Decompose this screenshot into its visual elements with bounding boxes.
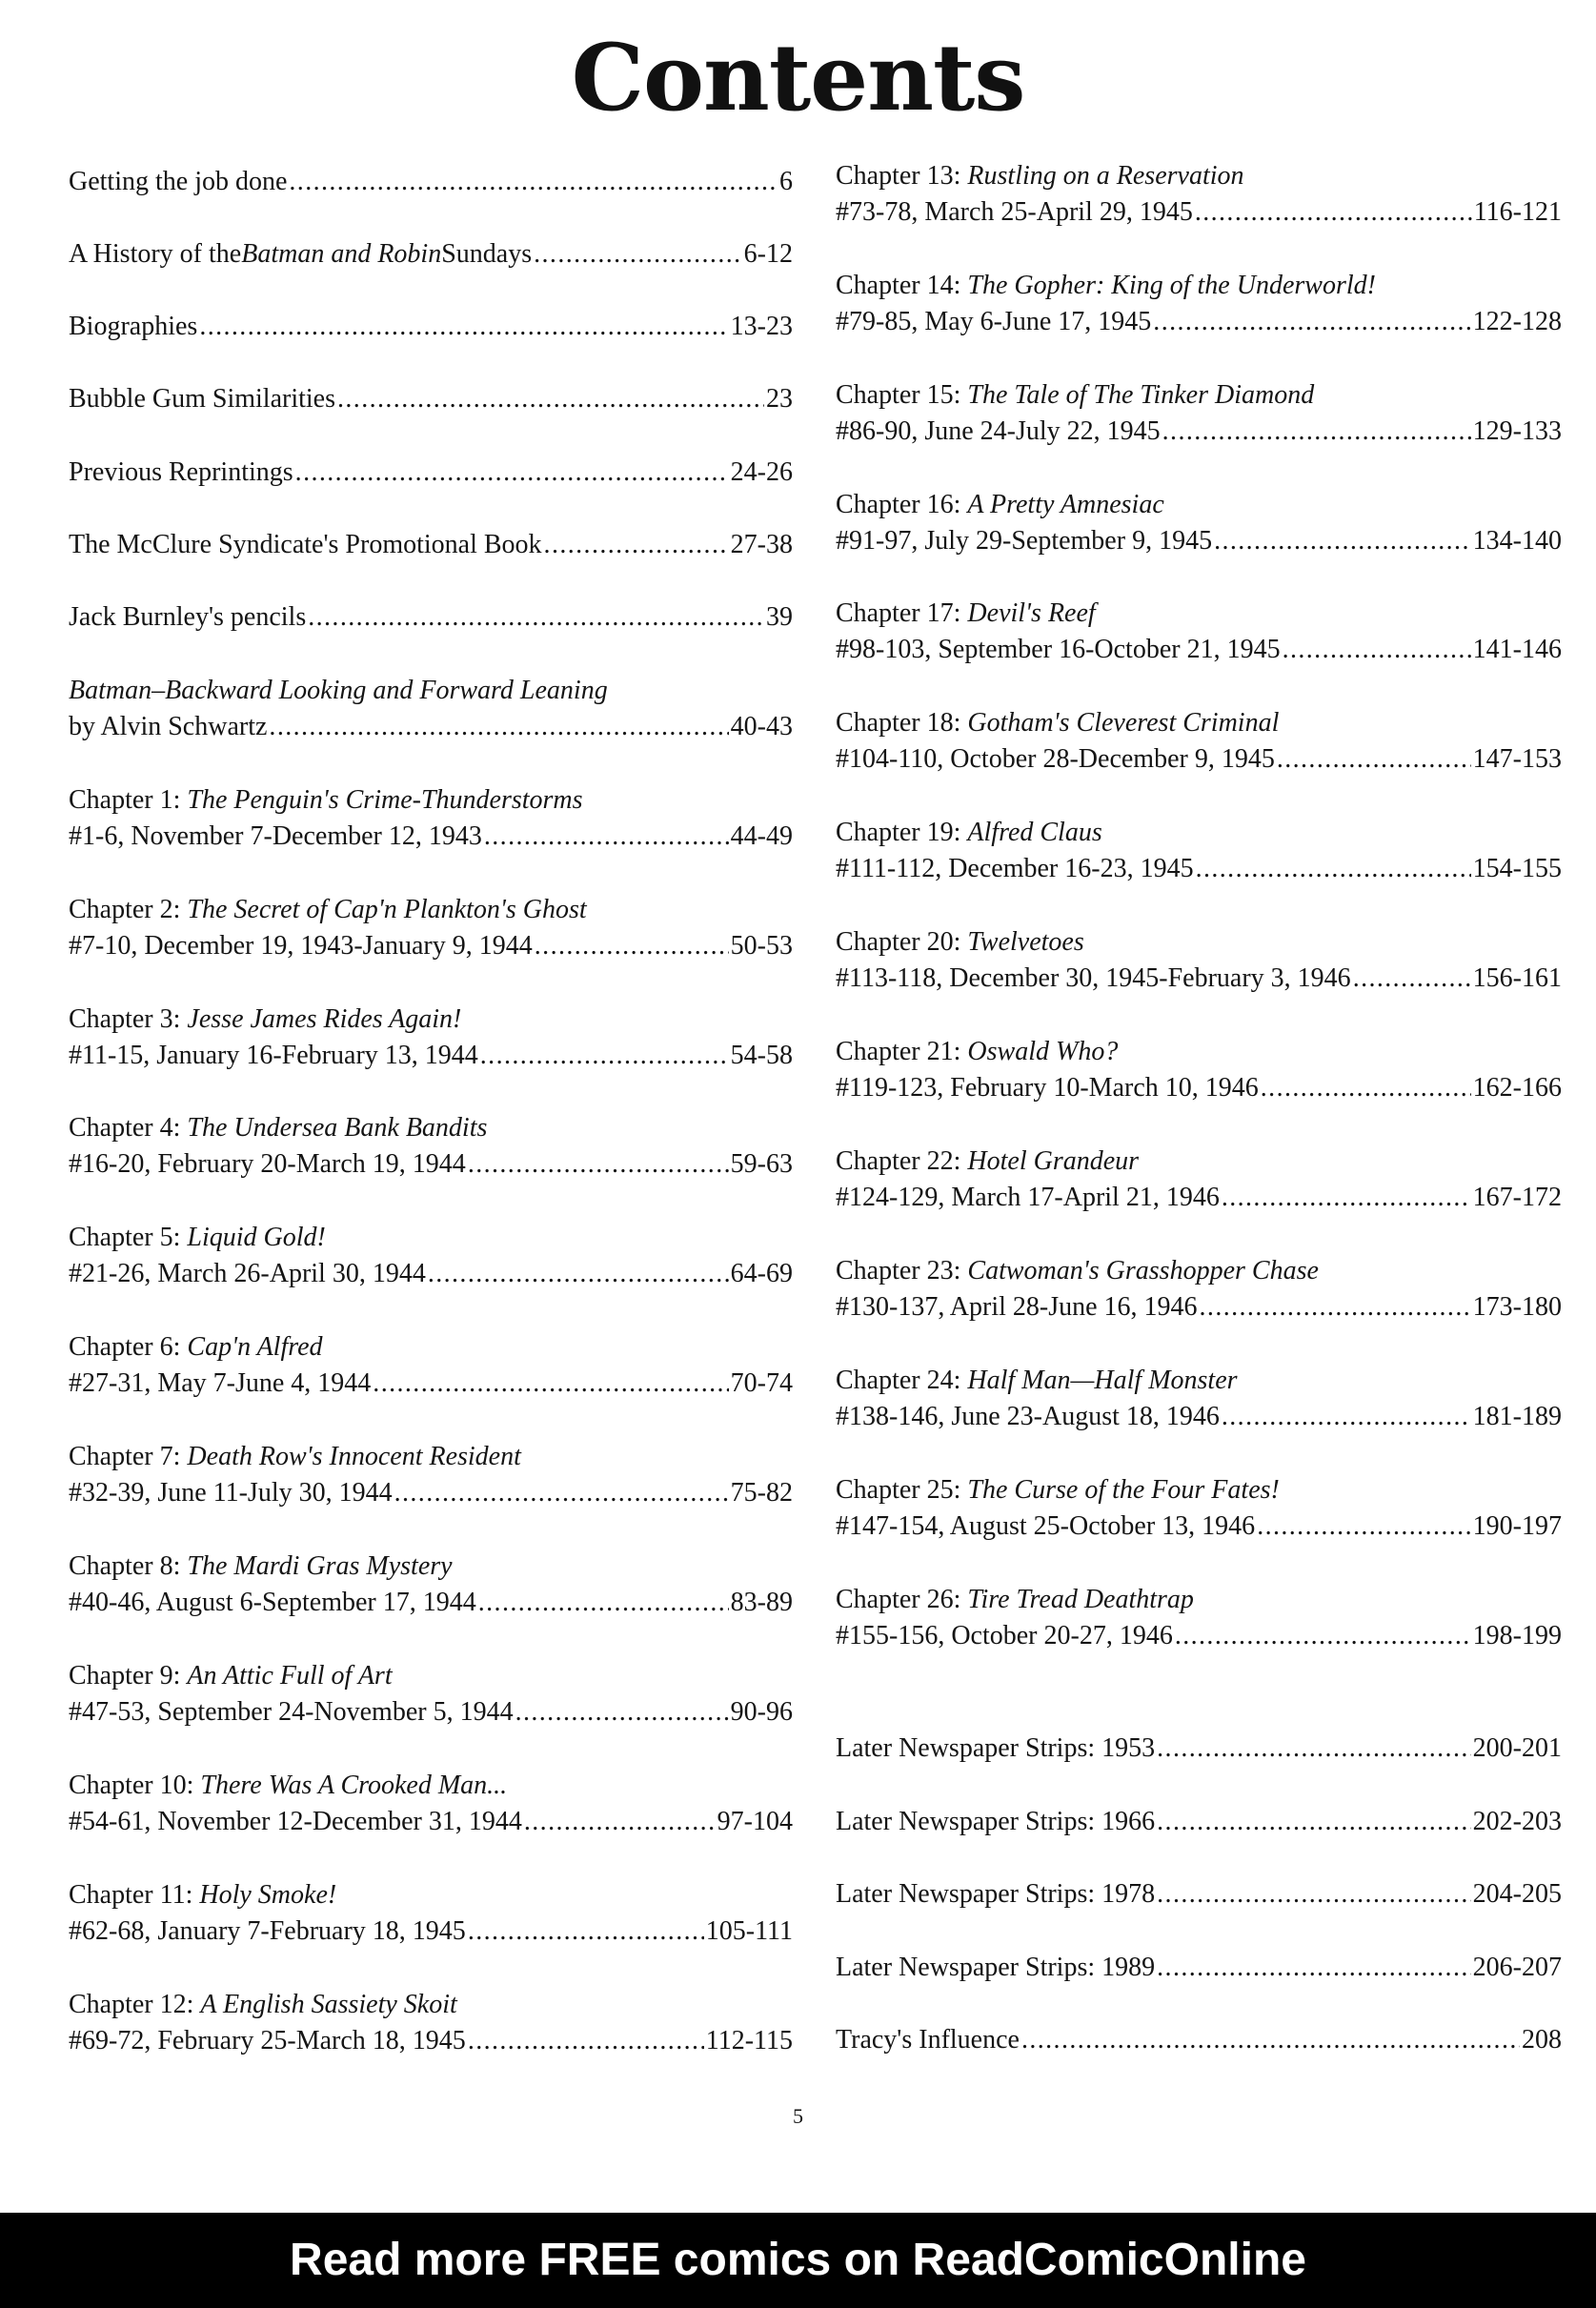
toc-entry-heading <box>69 1768 793 1804</box>
entry-text: #69-72, February 25-March 18, 1945 <box>69 2026 466 2055</box>
toc-entry-heading <box>836 1472 1562 1508</box>
toc-entry-heading <box>836 1144 1562 1180</box>
story-title: Liquid Gold! <box>187 1223 326 1252</box>
toc-entry-line <box>69 1913 793 1950</box>
dot-leader <box>1222 1180 1471 1216</box>
chapter-label: Chapter 20: <box>836 927 961 957</box>
toc-entry-heading <box>836 596 1562 632</box>
chapter-label: Chapter 23: <box>836 1256 961 1286</box>
page-range: 122-128 <box>1472 307 1562 336</box>
chapter-label: Chapter 2: <box>69 895 181 924</box>
page-range: 24-26 <box>730 457 793 487</box>
page-title: Contents <box>571 24 1025 132</box>
entry-text: Tracy's Influence <box>836 2025 1020 2055</box>
page-range: 13-23 <box>730 312 793 341</box>
toc-entry[interactable] <box>836 1876 1562 1913</box>
entry-text: Later Newspaper Strips: 1966 <box>836 1807 1156 1836</box>
toc-entry-heading <box>69 1220 793 1256</box>
entry-text: by Alvin Schwartz <box>69 712 268 741</box>
toc-entry[interactable] <box>69 236 793 273</box>
toc-entry[interactable] <box>69 1877 793 1950</box>
toc-entry[interactable] <box>836 268 1562 340</box>
dot-leader <box>544 527 729 563</box>
dot-leader <box>524 1804 716 1840</box>
toc-entry-heading <box>69 1549 793 1585</box>
story-title: An Attic Full of Art <box>187 1661 393 1691</box>
dot-leader <box>269 709 728 745</box>
toc-entry-line <box>69 1694 793 1731</box>
dot-leader <box>515 1694 729 1731</box>
chapter-label: Chapter 19: <box>836 818 961 847</box>
dot-leader <box>468 2023 704 2059</box>
entry-text: Jack Burnley's pencils <box>69 602 307 632</box>
story-title: There Was A Crooked Man... <box>200 1771 508 1800</box>
page-range: 64-69 <box>730 1259 793 1288</box>
toc-entry-line <box>69 1038 793 1074</box>
page-range: 105-111 <box>705 1916 793 1946</box>
toc-entry-heading <box>69 673 793 709</box>
toc-entry-line <box>836 1804 1562 1840</box>
toc-entry-line <box>69 928 793 964</box>
chapter-label: Chapter 14: <box>836 271 961 300</box>
toc-entry-line <box>836 523 1562 559</box>
toc-entry-heading <box>69 1110 793 1146</box>
toc-entry-line <box>836 1876 1562 1913</box>
toc-entry-heading <box>69 892 793 928</box>
toc-entry-line <box>836 1289 1562 1326</box>
toc-entry[interactable] <box>836 2022 1562 2058</box>
page-range: 97-104 <box>717 1807 793 1836</box>
chapter-label: Chapter 18: <box>836 708 961 738</box>
story-title: Rustling on a Reservation <box>967 161 1244 191</box>
toc-entry[interactable] <box>836 596 1562 668</box>
dot-leader <box>373 1366 728 1402</box>
toc-entry[interactable] <box>836 705 1562 778</box>
page-range: 112-115 <box>705 2026 793 2055</box>
toc-entry[interactable] <box>69 1549 793 1621</box>
chapter-label: Chapter 24: <box>836 1366 961 1395</box>
toc-entry-heading <box>836 377 1562 414</box>
dot-leader <box>1157 1731 1471 1767</box>
story-title: The Secret of Cap'n Plankton's Ghost <box>187 895 587 924</box>
page-range: 6-12 <box>743 239 793 269</box>
toc-entry-heading <box>69 1987 793 2023</box>
entry-text: #32-39, June 11-July 30, 1944 <box>69 1478 393 1508</box>
entry-text: #79-85, May 6-June 17, 1945 <box>836 307 1152 336</box>
entry-text: #16-20, February 20-March 19, 1944 <box>69 1149 466 1179</box>
promo-banner[interactable]: Read more FREE comics on ReadComicOnline <box>0 2213 1596 2308</box>
chapter-label: Chapter 11: <box>69 1880 193 1910</box>
page-range: 70-74 <box>730 1368 793 1398</box>
page-range: 23 <box>766 384 793 414</box>
entry-text: Later Newspaper Strips: 1978 <box>836 1879 1156 1909</box>
story-title: Jesse James Rides Again! <box>187 1004 462 1034</box>
toc-entry[interactable] <box>836 1144 1562 1216</box>
page-range: 204-205 <box>1472 1879 1562 1909</box>
chapter-label: Chapter 10: <box>69 1771 194 1800</box>
entry-text: #130-137, April 28-June 16, 1946 <box>836 1292 1198 1322</box>
toc-entry-line <box>836 961 1562 997</box>
story-title: The Tale of The Tinker Diamond <box>967 380 1315 410</box>
toc-entry-heading <box>836 1582 1562 1618</box>
page-range: 147-153 <box>1472 744 1562 774</box>
page-range: 27-38 <box>730 530 793 559</box>
page-range: 198-199 <box>1472 1621 1562 1650</box>
entry-text: #40-46, August 6-September 17, 1944 <box>69 1588 476 1617</box>
dot-leader <box>1021 2022 1520 2058</box>
toc-entry-line <box>836 741 1562 778</box>
toc-entry-heading <box>69 782 793 819</box>
entry-text: #147-154, August 25-October 13, 1946 <box>836 1511 1256 1541</box>
toc-entry[interactable] <box>836 1472 1562 1545</box>
toc-entry[interactable] <box>836 377 1562 450</box>
toc-entry-line <box>69 1475 793 1511</box>
toc-entry-line <box>836 414 1562 450</box>
dot-leader <box>1157 1950 1471 1986</box>
toc-entry-heading <box>836 924 1562 961</box>
story-title: The Penguin's Crime-Thunderstorms <box>187 785 583 815</box>
toc-entry-line <box>836 1508 1562 1545</box>
dot-leader <box>1196 851 1471 887</box>
dot-leader <box>1195 194 1472 231</box>
page-range: 54-58 <box>730 1041 793 1070</box>
toc-entry[interactable] <box>836 1253 1562 1326</box>
toc-entry-line <box>69 309 793 345</box>
dot-leader <box>468 1146 729 1183</box>
toc-entry[interactable] <box>836 487 1562 559</box>
entry-text: Previous Reprintings <box>69 457 293 487</box>
story-title: Twelvetoes <box>967 927 1084 957</box>
toc-entry[interactable] <box>69 527 793 563</box>
toc-entry[interactable] <box>836 1950 1562 1986</box>
entry-text: #86-90, June 24-July 22, 1945 <box>836 416 1161 446</box>
toc-entry[interactable] <box>69 1658 793 1731</box>
toc-entry-line <box>836 1950 1562 1986</box>
dot-leader <box>199 309 728 345</box>
chapter-label: Chapter 7: <box>69 1442 181 1471</box>
story-title: Tire Tread Deathtrap <box>967 1585 1194 1614</box>
page-range: 156-161 <box>1472 963 1562 993</box>
page-range: 173-180 <box>1472 1292 1562 1322</box>
toc-entry-line <box>69 819 793 855</box>
toc-entry-line <box>836 2022 1562 2058</box>
toc-entry[interactable] <box>69 782 793 855</box>
entry-text: Later Newspaper Strips: 1989 <box>836 1953 1156 1982</box>
toc-entry[interactable] <box>69 1329 793 1402</box>
toc-entry-heading <box>836 1253 1562 1289</box>
page-range: 200-201 <box>1472 1733 1562 1763</box>
dot-leader <box>1277 741 1471 778</box>
toc-entry-line <box>836 1070 1562 1106</box>
page-range: 141-146 <box>1472 635 1562 664</box>
toc-entry-line <box>69 599 793 636</box>
chapter-label: Chapter 25: <box>836 1475 961 1505</box>
toc-entry-line <box>69 236 793 273</box>
entry-text: #11-15, January 16-February 13, 1944 <box>69 1041 478 1070</box>
page-range: 202-203 <box>1472 1807 1562 1836</box>
dot-leader <box>1261 1070 1471 1106</box>
toc-entry-heading <box>836 705 1562 741</box>
page-range: 44-49 <box>730 821 793 851</box>
toc-entry-line <box>69 1366 793 1402</box>
toc-entry[interactable] <box>836 1731 1562 1767</box>
page-range: 208 <box>1522 2025 1562 2055</box>
toc-entry-line <box>69 164 793 200</box>
page-range: 167-172 <box>1472 1183 1562 1212</box>
story-title: Holy Smoke! <box>199 1880 337 1910</box>
story-title: Alfred Claus <box>967 818 1102 847</box>
toc-entry[interactable] <box>69 1220 793 1292</box>
dot-leader <box>1353 961 1471 997</box>
toc-entry[interactable] <box>836 1034 1562 1106</box>
dot-leader <box>534 236 742 273</box>
story-title: Half Man—Half Monster <box>967 1366 1238 1395</box>
page-range: 40-43 <box>730 712 793 741</box>
dot-leader <box>480 1038 729 1074</box>
chapter-label: Chapter 1: <box>69 785 181 815</box>
toc-entry[interactable] <box>836 1804 1562 1840</box>
toc-entry[interactable] <box>69 309 793 345</box>
toc-entry-heading <box>836 158 1562 194</box>
toc-entry-line <box>836 1618 1562 1654</box>
toc-entry-heading <box>69 1329 793 1366</box>
story-title: Hotel Grandeur <box>967 1146 1140 1176</box>
page-range: 50-53 <box>730 931 793 961</box>
entry-text: #7-10, December 19, 1943-January 9, 1944 <box>69 931 533 961</box>
entry-text: #27-31, May 7-June 4, 1944 <box>69 1368 372 1398</box>
toc-entry[interactable] <box>69 1768 793 1840</box>
toc-entry[interactable] <box>836 158 1562 231</box>
page-range: 181-189 <box>1472 1402 1562 1431</box>
chapter-label: Chapter 3: <box>69 1004 181 1034</box>
page-range: 116-121 <box>1473 197 1562 227</box>
toc-entry-heading <box>836 487 1562 523</box>
story-title: The Mardi Gras Mystery <box>187 1551 453 1581</box>
entry-text: #111-112, December 16-23, 1945 <box>836 854 1194 883</box>
story-title: Devil's Reef <box>967 598 1096 628</box>
toc-entry-line <box>69 455 793 491</box>
chapter-label: Chapter 6: <box>69 1332 181 1362</box>
toc-entry-line <box>836 1731 1562 1767</box>
chapter-label: Chapter 22: <box>836 1146 961 1176</box>
toc-entry-heading <box>836 268 1562 304</box>
toc-entry-heading <box>836 815 1562 851</box>
toc-entry-line <box>69 1585 793 1621</box>
story-title: The Gopher: King of the Underworld! <box>967 271 1376 300</box>
toc-entry[interactable] <box>836 1582 1562 1654</box>
page-range: 162-166 <box>1472 1073 1562 1103</box>
story-title: A Pretty Amnesiac <box>967 490 1164 519</box>
entry-text: Later Newspaper Strips: 1953 <box>836 1733 1156 1763</box>
entry-text: Sundays <box>441 239 533 269</box>
entry-text: #138-146, June 23-August 18, 1946 <box>836 1402 1220 1431</box>
toc-entry-line <box>836 194 1562 231</box>
toc-entry-line <box>836 1399 1562 1435</box>
chapter-label: Chapter 26: <box>836 1585 961 1614</box>
entry-text: #21-26, March 26-April 30, 1944 <box>69 1259 426 1288</box>
toc-entry[interactable] <box>836 924 1562 997</box>
toc-entry-line <box>69 381 793 417</box>
dot-leader <box>468 1913 704 1950</box>
toc-entry-heading <box>836 1034 1562 1070</box>
toc-entry[interactable] <box>69 1439 793 1511</box>
chapter-label: Chapter 17: <box>836 598 961 628</box>
page-range: 6 <box>779 167 793 196</box>
toc-entry-line <box>69 709 793 745</box>
toc-entry[interactable] <box>69 599 793 636</box>
dot-leader <box>1214 523 1471 559</box>
dot-leader <box>1162 414 1471 450</box>
dot-leader <box>535 928 729 964</box>
toc-entry[interactable] <box>836 815 1562 887</box>
page-range: 134-140 <box>1472 526 1562 556</box>
page-range: 206-207 <box>1472 1953 1562 1982</box>
toc-entry-heading <box>69 1877 793 1913</box>
toc-entry-line <box>836 1180 1562 1216</box>
toc-entry[interactable] <box>69 1987 793 2059</box>
chapter-label: Chapter 9: <box>69 1661 181 1691</box>
dot-leader <box>289 164 778 200</box>
story-title: The Curse of the Four Fates! <box>967 1475 1280 1505</box>
dot-leader <box>1153 304 1470 340</box>
toc-entry[interactable] <box>69 381 793 417</box>
toc-entry[interactable] <box>69 1110 793 1183</box>
page-range: 190-197 <box>1472 1511 1562 1541</box>
chapter-label: Chapter 4: <box>69 1113 181 1143</box>
story-title: A English Sassiety Skoit <box>200 1990 457 2019</box>
dot-leader <box>1157 1876 1471 1913</box>
story-title: Death Row's Innocent Resident <box>187 1442 521 1471</box>
toc-entry-line <box>836 851 1562 887</box>
toc-entry-heading <box>69 1658 793 1694</box>
toc-entry[interactable] <box>69 892 793 964</box>
page-range: 59-63 <box>730 1149 793 1179</box>
entry-text: #54-61, November 12-December 31, 1944 <box>69 1807 522 1836</box>
entry-text-italic: Batman and Robin <box>241 239 442 269</box>
toc-entry-line <box>69 1804 793 1840</box>
chapter-label: Chapter 12: <box>69 1990 194 2019</box>
toc-entry[interactable] <box>836 1363 1562 1435</box>
dot-leader <box>1157 1804 1471 1840</box>
page-range: 39 <box>766 602 793 632</box>
chapter-label: Chapter 21: <box>836 1037 961 1066</box>
entry-text: #124-129, March 17-April 21, 1946 <box>836 1183 1220 1212</box>
page-range: 129-133 <box>1472 416 1562 446</box>
chapter-label: Chapter 15: <box>836 380 961 410</box>
story-title: Catwoman's Grasshopper Chase <box>967 1256 1319 1286</box>
chapter-label: Chapter 8: <box>69 1551 181 1581</box>
dot-leader <box>1200 1289 1471 1326</box>
dot-leader <box>337 381 764 417</box>
page-number: 5 <box>793 2104 803 2128</box>
dot-leader <box>1175 1618 1471 1654</box>
toc-entry-line <box>69 1256 793 1292</box>
toc-entry-line <box>69 2023 793 2059</box>
toc-entry[interactable] <box>69 673 793 745</box>
entry-text: Bubble Gum Similarities <box>69 384 335 414</box>
toc-entry[interactable] <box>69 1002 793 1074</box>
toc-entry-line <box>836 632 1562 668</box>
entry-text: Biographies <box>69 312 198 341</box>
toc-entry-line <box>69 1146 793 1183</box>
page-range: 154-155 <box>1472 854 1562 883</box>
entry-text: #113-118, December 30, 1945-February 3, 1946 <box>836 963 1351 993</box>
dot-leader <box>295 455 729 491</box>
dot-leader <box>428 1256 729 1292</box>
dot-leader <box>484 819 729 855</box>
entry-text: A History of the <box>69 239 242 269</box>
chapter-label: Chapter 13: <box>836 161 961 191</box>
story-title: Oswald Who? <box>967 1037 1119 1066</box>
page-range: 83-89 <box>730 1588 793 1617</box>
essay-title: Batman–Backward Looking and Forward Leaning <box>69 676 608 705</box>
dot-leader <box>478 1585 729 1621</box>
entry-text: #119-123, February 10-March 10, 1946 <box>836 1073 1259 1103</box>
dot-leader <box>308 599 764 636</box>
story-title: Gotham's Cleverest Criminal <box>967 708 1280 738</box>
dot-leader <box>1222 1399 1471 1435</box>
entry-text: #1-6, November 7-December 12, 1943 <box>69 821 482 851</box>
dot-leader <box>1257 1508 1470 1545</box>
entry-text: #104-110, October 28-December 9, 1945 <box>836 744 1275 774</box>
chapter-label: Chapter 5: <box>69 1223 181 1252</box>
entry-text: #73-78, March 25-April 29, 1945 <box>836 197 1193 227</box>
toc-entry-heading <box>69 1002 793 1038</box>
toc-entry-heading <box>836 1363 1562 1399</box>
entry-text: #155-156, October 20-27, 1946 <box>836 1621 1173 1650</box>
entry-text: #47-53, September 24-November 5, 1944 <box>69 1697 514 1727</box>
toc-entry-heading <box>69 1439 793 1475</box>
toc-entry[interactable] <box>69 455 793 491</box>
entry-text: #91-97, July 29-September 9, 1945 <box>836 526 1213 556</box>
toc-entry-line <box>836 304 1562 340</box>
dot-leader <box>1283 632 1471 668</box>
chapter-label: Chapter 16: <box>836 490 961 519</box>
entry-text: The McClure Syndicate's Promotional Book <box>69 530 542 559</box>
story-title: Cap'n Alfred <box>187 1332 323 1362</box>
story-title: The Undersea Bank Bandits <box>187 1113 488 1143</box>
entry-text: #62-68, January 7-February 18, 1945 <box>69 1916 466 1946</box>
toc-entry[interactable] <box>69 164 793 200</box>
page-range: 75-82 <box>730 1478 793 1508</box>
page-range: 90-96 <box>730 1697 793 1727</box>
dot-leader <box>394 1475 729 1511</box>
entry-text: Getting the job done <box>69 167 288 196</box>
toc-entry-line <box>69 527 793 563</box>
entry-text: #98-103, September 16-October 21, 1945 <box>836 635 1281 664</box>
